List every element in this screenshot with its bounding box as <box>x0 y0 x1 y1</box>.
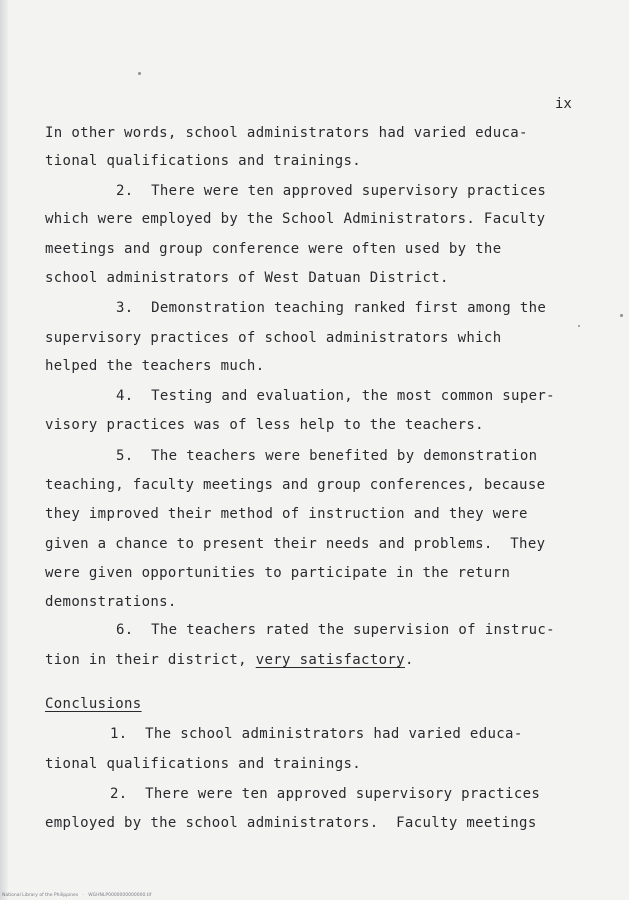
text-line: employed by the school administrators. Faculty meetings <box>45 815 537 831</box>
scan-footer: National Library of the Philippines · WGHNLP0000000000000.tif <box>2 893 152 898</box>
page-number: ix <box>555 96 572 112</box>
text-line: 5. The teachers were benefited by demonstration <box>116 448 538 464</box>
text-line: tional qualifications and trainings. <box>45 756 362 772</box>
text-run: . <box>404 652 414 668</box>
text-line: which were employed by the School Administrators. Faculty <box>45 211 546 227</box>
text-line: were given opportunities to participate in the return <box>45 565 511 581</box>
text-line: school administrators of West Datuan District. <box>45 270 449 286</box>
text-line: tional qualifications and trainings. <box>45 153 362 169</box>
emphasized-rating: very satisfactory <box>255 652 405 668</box>
text-line: 2. There were ten approved supervisory practices <box>110 786 541 802</box>
text-line: visory practices was of less help to the teachers. <box>45 417 484 433</box>
text-line: supervisory practices of school administrators which <box>45 330 502 346</box>
text-line: 1. The school administrators had varied educa- <box>110 726 523 742</box>
text-line: 2. There were ten approved supervisory practices <box>116 183 547 199</box>
paper-edge <box>0 0 8 900</box>
text-line: meetings and group conference were often used by the <box>45 241 502 257</box>
scan-speck <box>138 72 141 75</box>
text-line: demonstrations. <box>45 594 177 610</box>
scan-speck <box>578 325 580 327</box>
text-run: tion in their district, <box>45 652 256 668</box>
text-line: 6. The teachers rated the supervision of instruc- <box>116 622 555 638</box>
text-line: they improved their method of instruction and they were <box>45 506 528 522</box>
text-line: 4. Testing and evaluation, the most common super- <box>116 388 555 404</box>
text-line: 3. Demonstration teaching ranked first among the <box>116 300 547 316</box>
text-line: teaching, faculty meetings and group conferences, because <box>45 477 546 493</box>
text-line <box>45 652 414 668</box>
section-heading-conclusions: Conclusions <box>45 696 142 712</box>
text-line: In other words, school administrators had varied educa- <box>45 125 528 141</box>
text-line: given a chance to present their needs and problems. They <box>45 536 546 552</box>
scan-speck <box>620 314 623 317</box>
text-line: helped the teachers much. <box>45 358 265 374</box>
